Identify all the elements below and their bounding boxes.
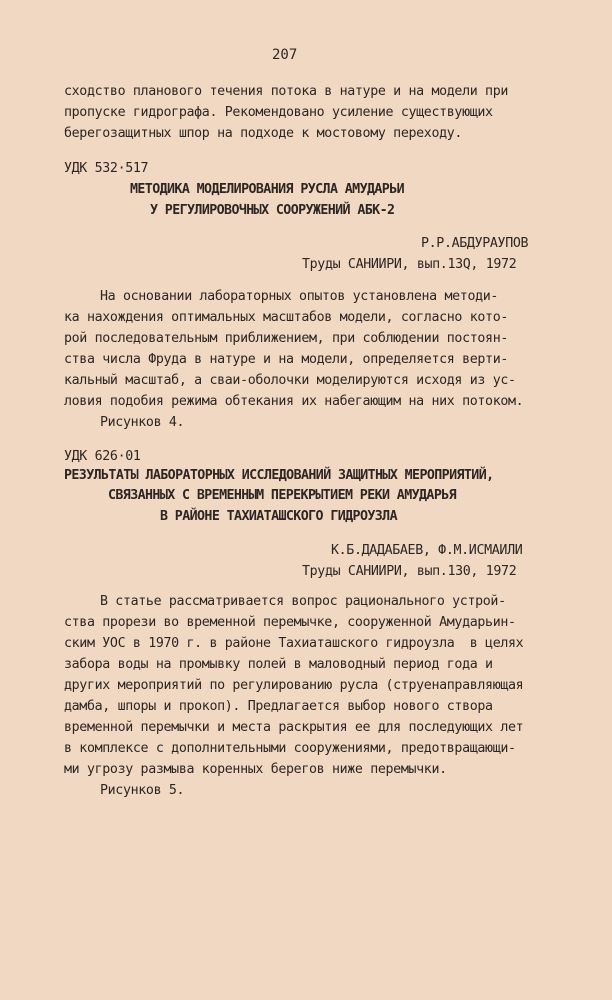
figure-count: Рисунков 5. [100, 783, 185, 798]
article-title-line: МЕТОДИКА МОДЕЛИРОВАНИЯ РУСЛА АМУДАРЬИ [130, 182, 405, 197]
author: К.Б.ДАДАБАЕВ, Ф.М.ИСМАИЛИ [331, 543, 523, 558]
source: Труды САНИИРИ, вып.130, 1972 [302, 564, 517, 579]
article-title-line: РЕЗУЛЬТАТЫ ЛАБОРАТОРНЫХ ИССЛЕДОВАНИЙ ЗАЩИТНЫХ МЕРОПРИЯТИЙ, [64, 468, 494, 483]
abstract-line: других мероприятий по регулированию русла (струенаправляющая [64, 678, 524, 693]
abstract-line: кальный масштаб, а сваи-оболочки моделируются исходя из ус- [64, 373, 516, 388]
intro-line: пропуске гидрографа. Рекомендовано усиление существующих [64, 105, 493, 120]
source: Труды САНИИРИ, вып.13Q, 1972 [302, 257, 517, 272]
article-title-line: В РАЙОНЕ ТАХИАТАШСКОГО ГИДРОУЗЛА [160, 509, 397, 524]
abstract-line: рой последовательным приближением, при соблюдении постоян- [64, 331, 509, 346]
udk-code: УДК 532·517 [64, 161, 149, 176]
figure-count: Рисунков 4. [100, 415, 185, 430]
abstract-line: дамба, шпоры и прокоп). Предлагается выбор нового створа [64, 699, 493, 714]
abstract-line: На основании лабораторных опытов установлена методи- [100, 289, 499, 304]
intro-line: берегозащитных шпор на подходе к мостовому переходу. [64, 126, 463, 141]
page-number: 207 [272, 47, 298, 63]
udk-code: УДК 626·01 [64, 449, 141, 464]
abstract-line: ства прорези во временной перемычке, сооруженной Амударьин- [64, 615, 516, 630]
abstract-line: ми угрозу размыва коренных берегов ниже перемычки. [64, 762, 447, 777]
author: Р.Р.АБДУРАУПОВ [421, 236, 529, 251]
abstract-line: ства числа Фруда в натуре и на модели, определяется верти- [64, 352, 509, 367]
article-title-line: СВЯЗАННЫХ С ВРЕМЕННЫМ ПЕРЕКРЫТИЕМ РЕКИ АМУДАРЬЯ [108, 488, 457, 503]
abstract-line: ка нахождения оптимальных масштабов модели, согласно кото- [64, 310, 509, 325]
abstract-line: В статье рассматривается вопрос рационального устрой- [100, 594, 506, 609]
abstract-line: забора воды на промывку полей в маловодный период года и [64, 657, 493, 672]
intro-line: сходство планового течения потока в натуре и на модели при [64, 84, 509, 99]
abstract-line: временной перемычки и места раскрытия ее для последующих лет [64, 720, 524, 735]
abstract-line: ловия подобия режима обтекания их набегающим на них потоком. [64, 394, 524, 409]
article-title-line: У РЕГУЛИРОВОЧНЫХ СООРУЖЕНИЙ АБК-2 [150, 203, 395, 218]
abstract-line: в комплексе с дополнительными сооружениями, предотвращающи- [64, 741, 516, 756]
abstract-line: ским УОС в 1970 г. в районе Тахиаташского гидроузла в целях [64, 636, 524, 651]
